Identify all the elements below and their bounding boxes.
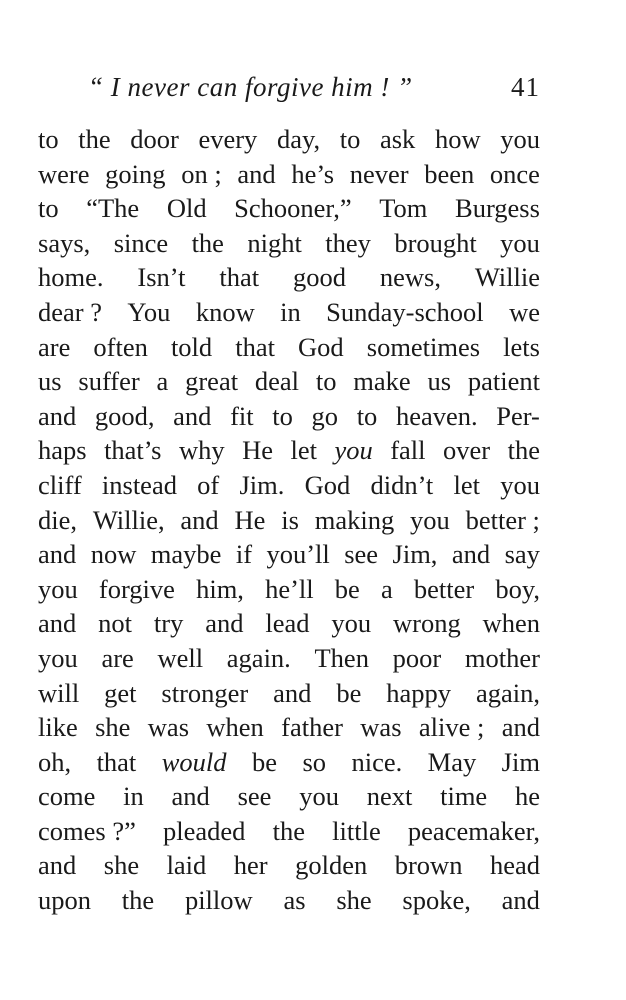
- word: she: [103, 850, 140, 881]
- word: be: [251, 746, 277, 777]
- word: better: [413, 573, 475, 604]
- word: Willie,: [92, 504, 165, 535]
- word: she: [95, 712, 131, 743]
- word: in: [280, 296, 301, 327]
- word: that’s: [104, 435, 162, 466]
- word: news,: [379, 262, 441, 293]
- word: and: [38, 850, 77, 881]
- word: going: [105, 158, 166, 189]
- word: day,: [276, 124, 321, 154]
- word: deal: [254, 366, 300, 397]
- word: good,: [94, 400, 155, 431]
- text-line: [38, 468, 540, 503]
- word: instead: [101, 469, 177, 500]
- word: try: [153, 608, 184, 639]
- word: door: [130, 124, 179, 154]
- word: poor: [392, 642, 442, 673]
- text-line: [38, 883, 540, 918]
- word: alive ;: [418, 712, 485, 743]
- italic-word: you: [334, 435, 373, 466]
- word: Then: [314, 642, 369, 673]
- text-line: [38, 848, 540, 883]
- word: fit: [230, 400, 254, 431]
- word: the: [78, 124, 111, 154]
- text-line: [38, 641, 540, 676]
- word: you: [500, 227, 540, 258]
- word: of: [197, 469, 220, 500]
- word: if: [235, 539, 253, 570]
- running-head-title: “ I never can forgive him ! ”: [88, 72, 413, 102]
- page-number: 41: [511, 72, 540, 102]
- text-line: [38, 399, 540, 434]
- word: well: [157, 642, 204, 673]
- word: God: [298, 331, 344, 362]
- word: and: [180, 504, 219, 535]
- word: nice.: [351, 746, 403, 777]
- word: cliff: [38, 469, 82, 500]
- word: “The: [86, 193, 140, 224]
- word: he’ll: [265, 573, 314, 604]
- word: him,: [196, 573, 244, 604]
- word: Jim.: [239, 469, 285, 500]
- text-line: [38, 226, 540, 261]
- word: heaven.: [395, 400, 478, 431]
- running-head: [38, 72, 540, 112]
- word: Tom: [379, 193, 428, 224]
- word: a: [156, 366, 169, 397]
- word: God: [304, 469, 351, 500]
- word: to: [38, 193, 59, 224]
- word: Burgess: [455, 193, 540, 224]
- word: patient: [467, 366, 540, 397]
- word: didn’t: [370, 469, 434, 500]
- word: to: [356, 400, 378, 431]
- word: peacemaker,: [407, 815, 540, 846]
- word: is: [281, 504, 299, 535]
- text-line: [38, 745, 540, 780]
- word: told: [170, 331, 213, 362]
- word: happy: [386, 677, 452, 708]
- word: they: [325, 227, 371, 258]
- word: stronger: [161, 677, 249, 708]
- word: the: [507, 435, 540, 466]
- text-line: [38, 676, 540, 711]
- word: better ;: [465, 504, 540, 535]
- word: go: [311, 400, 339, 431]
- word: sometimes: [366, 331, 481, 362]
- word: Schooner,”: [234, 193, 352, 224]
- word: golden: [295, 850, 368, 881]
- word: forgive: [98, 573, 175, 604]
- word: to: [339, 124, 361, 154]
- word: you’ll: [266, 539, 330, 570]
- word: he’s: [291, 158, 335, 189]
- word: Jim,: [392, 539, 438, 570]
- text-line: [38, 572, 540, 607]
- word: her: [233, 850, 268, 881]
- word: she: [336, 885, 372, 916]
- word: Old: [166, 193, 207, 224]
- word: Jim: [501, 746, 540, 777]
- word: Per-: [496, 400, 540, 431]
- word: when: [206, 712, 264, 743]
- word: Sunday-school: [326, 296, 484, 327]
- body-text: [38, 122, 540, 918]
- word: that: [219, 262, 260, 293]
- word: as: [283, 885, 306, 916]
- word: boy,: [495, 573, 540, 604]
- word: the: [272, 815, 305, 846]
- word: head: [489, 850, 540, 881]
- word: and: [205, 608, 244, 639]
- word: Isn’t: [137, 262, 186, 293]
- word: see: [344, 539, 379, 570]
- word: oh,: [38, 746, 72, 777]
- word: was: [147, 712, 190, 743]
- word: so: [302, 746, 327, 777]
- word: be: [334, 573, 360, 604]
- word: suffer: [78, 366, 140, 397]
- word: and: [501, 712, 540, 743]
- word: wrong: [392, 608, 461, 639]
- word: make: [353, 366, 411, 397]
- word: ask: [379, 124, 416, 154]
- word: are: [38, 331, 71, 362]
- word: will: [38, 677, 80, 708]
- text-line: [38, 364, 540, 399]
- word: us: [427, 366, 452, 397]
- text-line: [38, 191, 540, 226]
- word: again.: [226, 642, 291, 673]
- word: He: [242, 435, 273, 466]
- word: little: [332, 815, 381, 846]
- word: when: [482, 608, 540, 639]
- word: says,: [38, 227, 91, 258]
- word: us: [38, 366, 62, 397]
- word: to: [38, 124, 59, 154]
- word: to: [315, 366, 337, 397]
- word: and: [501, 885, 540, 916]
- word: He: [234, 504, 266, 535]
- word: upon: [38, 885, 91, 916]
- word: to: [272, 400, 293, 431]
- word: you: [500, 469, 540, 500]
- word: home.: [38, 262, 104, 293]
- word: brought: [394, 227, 477, 258]
- text-line: [38, 433, 540, 468]
- word: let: [453, 469, 481, 500]
- word: been: [424, 158, 475, 189]
- word: and: [273, 677, 312, 708]
- word: every: [198, 124, 258, 154]
- word: you: [331, 608, 372, 639]
- word: once: [489, 158, 540, 189]
- word: that: [96, 746, 137, 777]
- italic-word: would: [161, 746, 227, 777]
- word: never: [349, 158, 409, 189]
- word: you: [38, 573, 78, 604]
- word: the: [191, 227, 224, 258]
- word: was: [360, 712, 402, 743]
- word: making: [314, 504, 395, 535]
- word: and: [173, 400, 212, 431]
- word: the: [121, 885, 155, 916]
- word: know: [195, 296, 255, 327]
- word: and: [171, 781, 210, 812]
- word: we: [509, 296, 540, 327]
- word: let: [290, 435, 317, 466]
- text-line: [38, 537, 540, 572]
- word: see: [237, 781, 272, 812]
- word: great: [185, 366, 239, 397]
- word: mother: [464, 642, 540, 673]
- word: are: [101, 642, 134, 673]
- word: you: [299, 781, 339, 812]
- word: pillow: [184, 885, 253, 916]
- word: and: [38, 400, 77, 431]
- word: maybe: [150, 539, 222, 570]
- word: pleaded: [163, 815, 246, 846]
- text-line: [38, 122, 540, 157]
- text-line: [38, 503, 540, 538]
- word: lead: [265, 608, 310, 639]
- word: lets: [503, 331, 540, 362]
- word: dear ?: [38, 296, 102, 327]
- word: in: [123, 781, 144, 812]
- word: night: [247, 227, 302, 258]
- text-line: [38, 157, 540, 192]
- word: next: [366, 781, 413, 812]
- word: not: [98, 608, 133, 639]
- word: that: [235, 331, 275, 362]
- word: you: [38, 642, 78, 673]
- text-line: [38, 814, 540, 849]
- word: die,: [38, 504, 77, 535]
- word: say: [504, 539, 540, 570]
- word: he: [514, 781, 540, 812]
- text-line: [38, 779, 540, 814]
- word: brown: [394, 850, 463, 881]
- word: you: [410, 504, 450, 535]
- word: and: [38, 539, 77, 570]
- text-line: [38, 260, 540, 295]
- word: fall: [390, 435, 426, 466]
- word: spoke,: [402, 885, 471, 916]
- text-line: [38, 606, 540, 641]
- word: were: [38, 158, 90, 189]
- word: come: [38, 781, 96, 812]
- word: since: [113, 227, 169, 258]
- word: again,: [475, 677, 540, 708]
- word: haps: [38, 435, 87, 466]
- word: why: [178, 435, 225, 466]
- word: be: [336, 677, 362, 708]
- word: how: [434, 124, 481, 154]
- word: and: [38, 608, 77, 639]
- word: you: [500, 124, 540, 154]
- word: on ;: [181, 158, 222, 189]
- word: good: [292, 262, 346, 293]
- word: a: [380, 573, 393, 604]
- text-line: [38, 330, 540, 365]
- word: often: [93, 331, 148, 362]
- word: Willie: [474, 262, 540, 293]
- word: comes ?”: [38, 815, 136, 846]
- word: and: [451, 539, 491, 570]
- word: You: [127, 296, 171, 327]
- word: May: [427, 746, 477, 777]
- word: and: [237, 158, 276, 189]
- text-line: [38, 295, 540, 330]
- word: time: [440, 781, 488, 812]
- word: get: [104, 677, 137, 708]
- word: laid: [166, 850, 207, 881]
- word: over: [443, 435, 491, 466]
- word: like: [38, 712, 78, 743]
- word: father: [281, 712, 343, 743]
- word: now: [90, 539, 137, 570]
- text-line: [38, 710, 540, 745]
